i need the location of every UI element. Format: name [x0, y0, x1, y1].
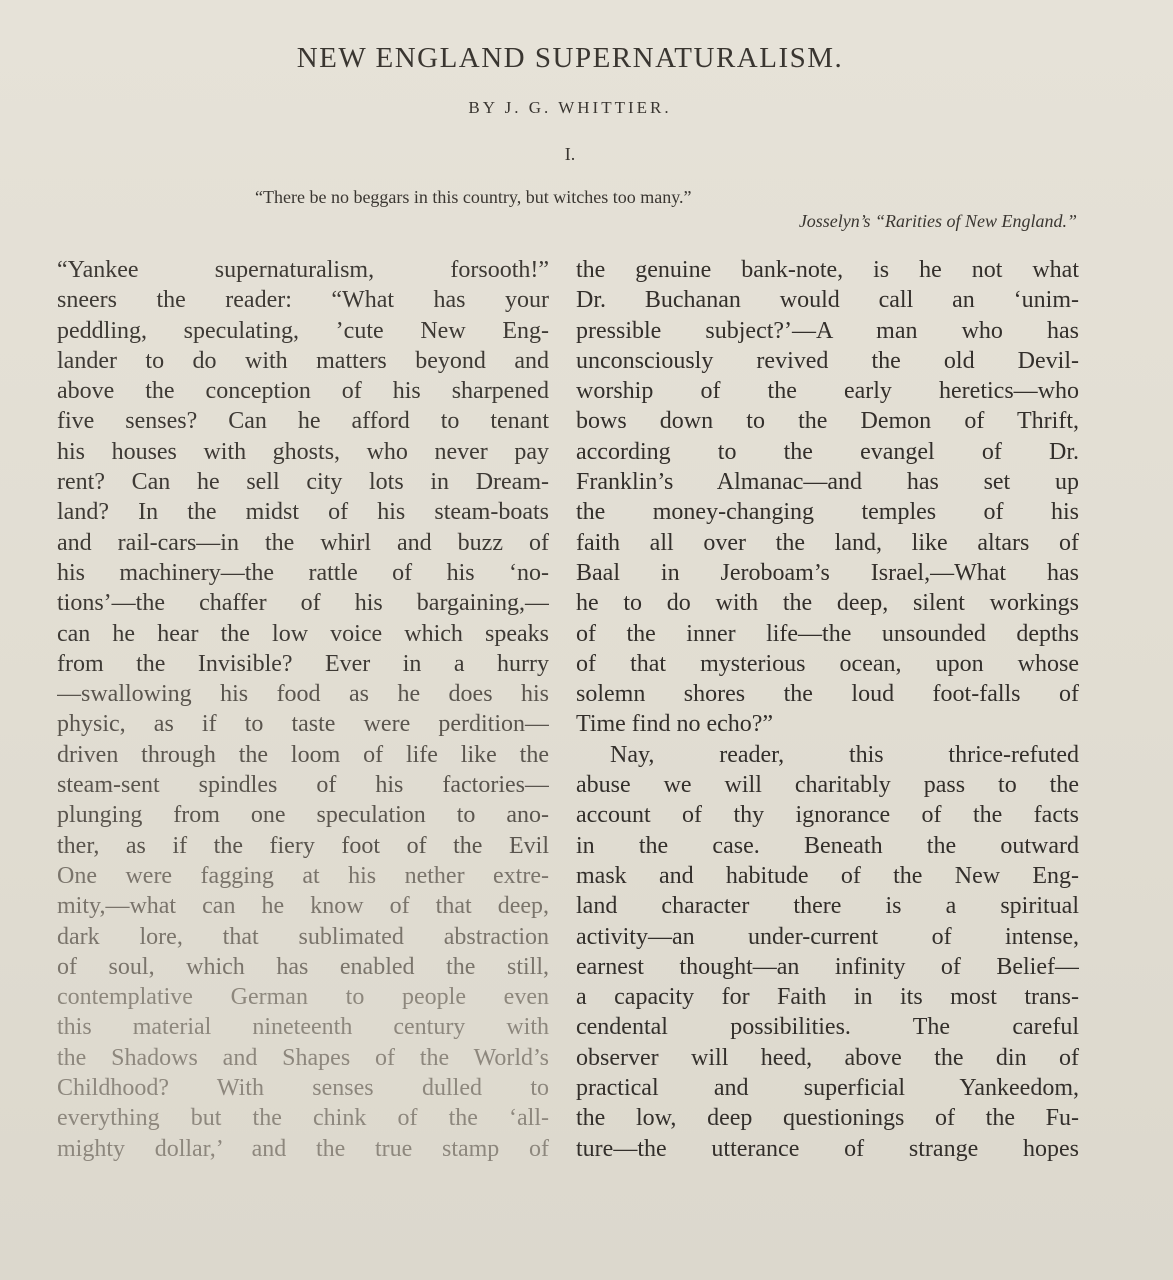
text-line: activity—an under-current of intense,: [576, 923, 1079, 950]
text-line: solemn shores the loud foot-falls of: [576, 681, 1079, 708]
text-line: unconsciously revived the old Devil-: [576, 347, 1079, 374]
text-line: his machinery—the rattle of his ‘no-: [57, 559, 549, 586]
text-line: the genuine bank-note, is he not what: [576, 257, 1079, 283]
text-line: mighty dollar,’ and the true stamp of: [57, 1135, 549, 1162]
text-line: earnest thought—an infinity of Belief—: [576, 953, 1079, 980]
text-line: of soul, which has enabled the still,: [57, 953, 549, 980]
text-line: Time find no echo?”: [576, 711, 774, 738]
text-line: the money-changing temples of his: [576, 499, 1079, 526]
text-line: Childhood? With senses dulled to: [57, 1075, 549, 1102]
text-line: his houses with ghosts, who never pay: [57, 438, 549, 465]
text-line: in the case. Beneath the outward: [576, 832, 1079, 859]
epigraph-quote: “There be no beggars in this country, but witches too many.”: [255, 187, 692, 207]
text-line: Baal in Jeroboam’s Israel,—What has: [576, 559, 1079, 586]
text-line: One were fagging at his nether extre-: [57, 862, 549, 889]
text-line: —swallowing his food as he does his: [57, 681, 549, 708]
text-line: tions’—the chaffer of his bargaining,—: [57, 590, 549, 617]
text-line: rent? Can he sell city lots in Dream-: [57, 469, 549, 496]
text-line: can he hear the low voice which speaks: [57, 620, 549, 647]
text-line: a capacity for Faith in its most trans-: [576, 984, 1079, 1011]
epigraph-attribution: Josselyn’s “Rarities of New England.”: [798, 211, 1077, 231]
text-line: from the Invisible? Ever in a hurry: [57, 650, 549, 677]
text-line: ther, as if the fiery foot of the Evil: [57, 832, 549, 859]
text-line: Franklin’s Almanac—and has set up: [576, 469, 1079, 496]
text-line: five senses? Can he afford to tenant: [57, 408, 549, 435]
text-line: land? In the midst of his steam-boats: [57, 499, 549, 526]
text-line: practical and superficial Yankeedom,: [576, 1075, 1079, 1102]
text-line: steam-sent spindles of his factories—: [57, 772, 549, 799]
section-number: I.: [564, 144, 576, 164]
text-line: driven through the loom of life like the: [57, 741, 549, 768]
text-line: everything but the chink of the ‘all-: [57, 1105, 549, 1132]
text-line: faith all over the land, like altars of: [576, 529, 1079, 556]
text-line: and rail-cars—in the whirl and buzz of: [57, 529, 549, 556]
text-line: the low, deep questionings of the Fu-: [576, 1105, 1079, 1132]
text-line: plunging from one speculation to ano-: [57, 802, 549, 829]
text-line: according to the evangel of Dr.: [576, 438, 1079, 465]
text-column-right: [576, 255, 1079, 1164]
text-line: of the inner life—the unsounded depths: [576, 620, 1079, 647]
text-line: ture—the utterance of strange hopes: [576, 1135, 1079, 1162]
text-line: peddling, speculating, ’cute New Eng-: [57, 317, 549, 344]
text-line: worship of the early heretics—who: [576, 378, 1079, 405]
text-line: dark lore, that sublimated abstraction: [57, 923, 549, 950]
text-line: of that mysterious ocean, upon whose: [576, 650, 1079, 677]
text-line: mask and habitude of the New Eng-: [576, 862, 1079, 889]
text-line: “Yankee supernaturalism, forsooth!”: [57, 257, 549, 283]
article-title: NEW ENGLAND SUPERNATURALISM.: [296, 42, 844, 74]
text-line: Dr. Buchanan would call an ‘unim-: [576, 287, 1079, 314]
text-line: Nay, reader, this thrice-refuted: [610, 741, 1079, 768]
text-line: this material nineteenth century with: [57, 1014, 549, 1041]
text-line: contemplative German to people even: [57, 984, 549, 1011]
text-line: the Shadows and Shapes of the World’s: [57, 1044, 549, 1071]
text-line: land character there is a spiritual: [576, 893, 1079, 920]
text-line: above the conception of his sharpened: [57, 378, 549, 405]
text-line: abuse we will charitably pass to the: [576, 772, 1079, 799]
text-line: pressible subject?’—A man who has: [576, 317, 1079, 344]
text-line: observer will heed, above the din of: [576, 1044, 1079, 1071]
text-line: lander to do with matters beyond and: [57, 347, 549, 374]
article-byline: BY J. G. WHITTIER.: [468, 98, 672, 117]
text-line: mity,—what can he know of that deep,: [57, 893, 549, 920]
text-column-left: [57, 255, 549, 1164]
text-line: physic, as if to taste were perdition—: [57, 711, 549, 738]
text-line: cendental possibilities. The careful: [576, 1014, 1079, 1041]
text-line: sneers the reader: “What has your: [57, 287, 549, 314]
text-line: bows down to the Demon of Thrift,: [576, 408, 1079, 435]
text-line: account of thy ignorance of the facts: [576, 802, 1079, 829]
text-line: he to do with the deep, silent workings: [576, 590, 1079, 617]
